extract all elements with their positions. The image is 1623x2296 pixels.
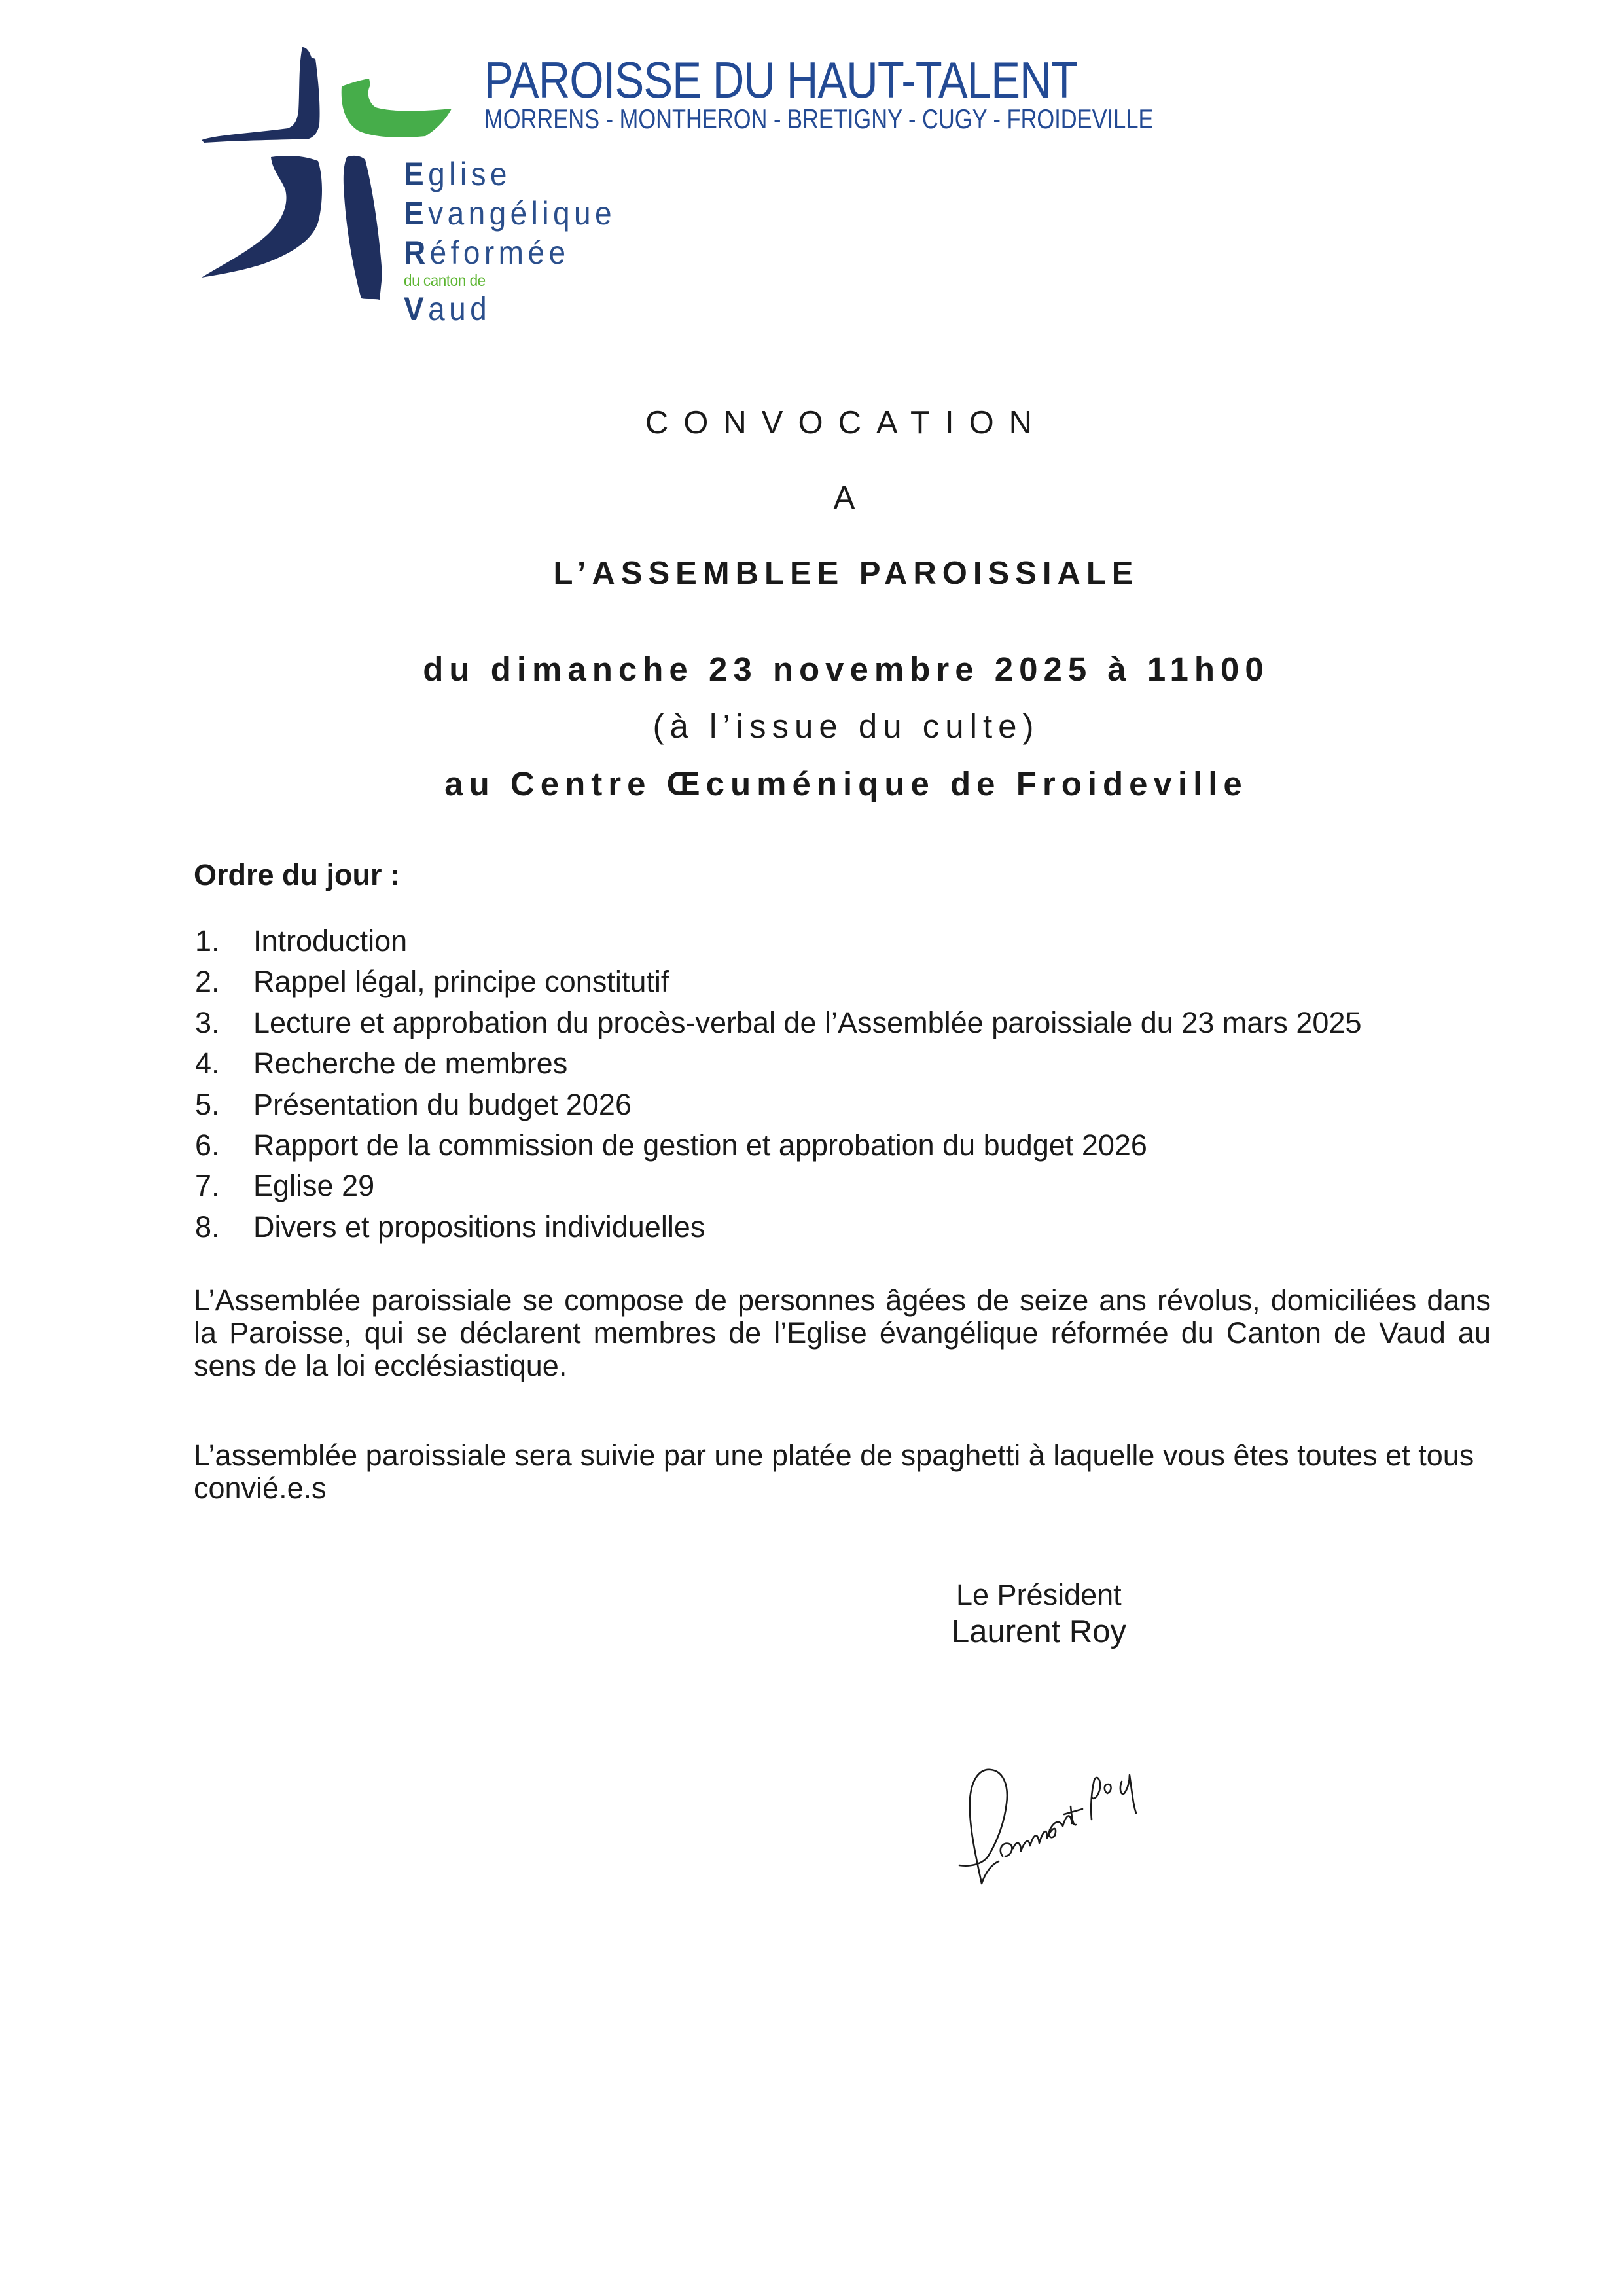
signatory-name: Laurent Roy — [952, 1614, 1126, 1649]
eerv-initial: E — [404, 156, 429, 192]
meal-paragraph: L’assemblée paroissiale sera suivie par une platée de spaghetti à laquelle vous êtes toutes et tous convié.e.s — [194, 1439, 1474, 1505]
logo-stroke-top-left — [202, 47, 320, 143]
agenda-item-number: 4. — [195, 1047, 220, 1081]
eerv-line-eglise — [404, 154, 616, 194]
eerv-line-reformee — [404, 233, 616, 272]
eerv-word: glise — [428, 156, 511, 192]
logo-stroke-green — [342, 79, 452, 137]
eerv-word: vangélique — [428, 195, 616, 232]
agenda-item-text: Lecture et approbation du procès-verbal de l’Assemblée paroissiale du 23 mars 2025 — [253, 1005, 1362, 1039]
eerv-word: aud — [428, 291, 491, 327]
doc-title-convocation: CONVOCATION — [645, 405, 1048, 440]
agenda-item-text: Eglise 29 — [253, 1169, 375, 1203]
meeting-place: au Centre Œcuménique de Froideville — [444, 765, 1248, 802]
composition-paragraph: L’Assemblée paroissiale se compose de personnes âgées de seize ans révolus, domiciliées dans la Paroisse, qui se déclarent membres de l’Eglise évangélique réformée du Canton de Vaud au sens de la loi ecclésiastique. — [194, 1283, 1491, 1382]
agenda-item-number: 5. — [195, 1087, 220, 1121]
eerv-initial: V — [404, 291, 429, 327]
eerv-line-vaud — [404, 289, 616, 329]
parish-name: PAROISSE DU HAUT-TALENT — [484, 51, 1077, 109]
agenda-item-number: 3. — [195, 1005, 220, 1039]
meeting-date: du dimanche 23 novembre 2025 à 11h00 — [423, 651, 1270, 688]
logo-stroke-bottom-left — [202, 156, 322, 278]
parish-villages: MORRENS - MONTHERON - BRETIGNY - CUGY - FROIDEVILLE — [484, 103, 1154, 134]
signature-stroke-l — [959, 1770, 1007, 1884]
agenda-heading: Ordre du jour : — [194, 858, 400, 891]
doc-title-a: A — [833, 480, 859, 516]
meeting-note: (à l’issue du culte) — [652, 708, 1040, 745]
agenda-item-text: Rapport de la commission de gestion et approbation du budget 2026 — [253, 1128, 1147, 1162]
signature-stroke-aurent — [1001, 1806, 1082, 1856]
agenda-item-text: Recherche de membres — [253, 1047, 568, 1081]
agenda-item-number: 2. — [195, 965, 220, 999]
handwritten-signature-icon — [942, 1728, 1204, 1898]
eerv-initial: R — [404, 234, 430, 271]
eerv-initial: E — [404, 195, 429, 232]
agenda-item-text: Introduction — [253, 924, 408, 958]
eerv-word: éformée — [429, 234, 570, 271]
agenda-item-number: 6. — [195, 1128, 220, 1162]
agenda-item-text: Divers et propositions individuelles — [253, 1210, 705, 1244]
agenda-item-number: 1. — [195, 924, 220, 958]
agenda-item-text: Présentation du budget 2026 — [253, 1087, 632, 1121]
eerv-wordmark — [404, 154, 634, 329]
agenda-item-number: 8. — [195, 1210, 220, 1244]
signature-stroke-roy — [1091, 1775, 1136, 1820]
agenda-item-number: 7. — [195, 1169, 220, 1203]
eerv-canton-line: du canton de — [404, 272, 486, 290]
agenda-item-text: Rappel légal, principe constitutif — [253, 965, 669, 999]
signatory-role: Le Président — [956, 1578, 1122, 1611]
logo-stroke-bottom-right — [344, 156, 382, 300]
doc-title-assemblee: L’ASSEMBLEE PAROISSIALE — [553, 556, 1139, 591]
eerv-line-evangelique — [404, 194, 616, 233]
